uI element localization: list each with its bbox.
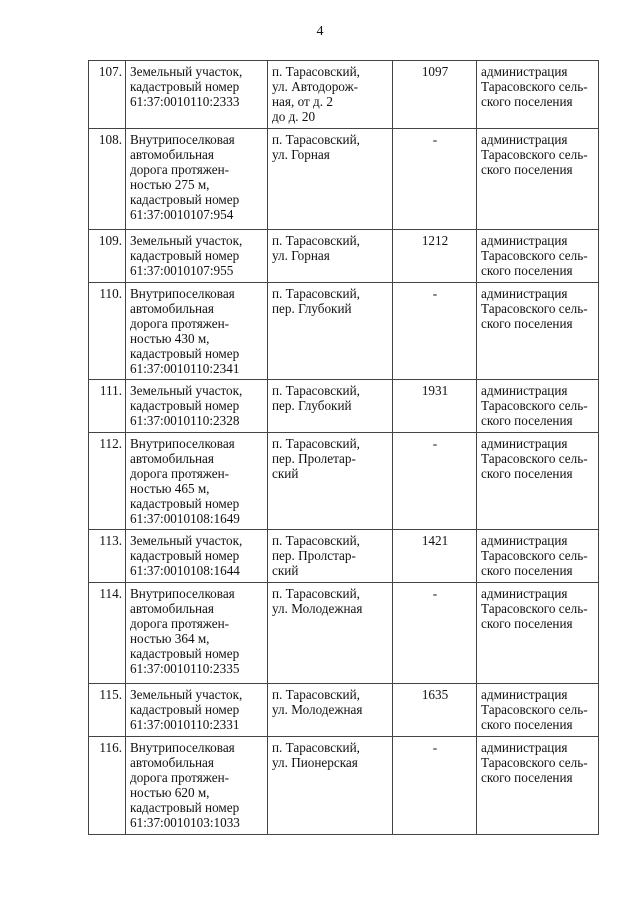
- rights-holder: администрация Тарасовского сель- ского поселения: [477, 433, 599, 530]
- rights-holder: администрация Тарасовского сель- ского поселения: [477, 530, 599, 583]
- object-area: 1931: [393, 380, 477, 433]
- table-row: [89, 129, 599, 230]
- object-area: 1212: [393, 230, 477, 283]
- object-area: 1635: [393, 684, 477, 737]
- object-area: -: [393, 283, 477, 380]
- property-table: [88, 60, 599, 835]
- rights-holder: администрация Тарасовского сель- ского поселения: [477, 684, 599, 737]
- object-area: 1097: [393, 61, 477, 129]
- table-row: [89, 380, 599, 433]
- row-number: 107.: [89, 61, 126, 129]
- rights-holder: администрация Тарасовского сель- ского поселения: [477, 380, 599, 433]
- object-address: п. Тарасовский, ул. Горная: [268, 129, 393, 230]
- table-row: [89, 230, 599, 283]
- rights-holder: администрация Тарасовского сель- ского поселения: [477, 737, 599, 835]
- page-number: 4: [316, 24, 324, 39]
- object-description: Внутрипоселковая автомобильная дорога протяжен- ностью 620 м, кадастровый номер 61:37:0010103:1033: [126, 737, 268, 835]
- object-description: Земельный участок, кадастровый номер 61:37:0010108:1644: [126, 530, 268, 583]
- object-description: Земельный участок, кадастровый номер 61:37:0010110:2328: [126, 380, 268, 433]
- table-row: [89, 433, 599, 530]
- object-area: -: [393, 129, 477, 230]
- object-description: Внутрипоселковая автомобильная дорога протяжен- ностью 465 м, кадастровый номер 61:37:0010108:1649: [126, 433, 268, 530]
- object-description: Земельный участок, кадастровый номер 61:37:0010110:2331: [126, 684, 268, 737]
- row-number: 116.: [89, 737, 126, 835]
- object-address: п. Тарасовский, пер. Глубокий: [268, 283, 393, 380]
- table-row: [89, 61, 599, 129]
- table-row: [89, 737, 599, 835]
- row-number: 111.: [89, 380, 126, 433]
- row-number: 110.: [89, 283, 126, 380]
- object-address: п. Тарасовский, пер. Глубокий: [268, 380, 393, 433]
- row-number: 115.: [89, 684, 126, 737]
- row-number: 112.: [89, 433, 126, 530]
- rights-holder: администрация Тарасовского сель- ского поселения: [477, 230, 599, 283]
- object-address: п. Тарасовский, пер. Пролетар- ский: [268, 433, 393, 530]
- table-row: [89, 530, 599, 583]
- object-address: п. Тарасовский, пер. Пролстар- ский: [268, 530, 393, 583]
- object-area: -: [393, 737, 477, 835]
- object-area: 1421: [393, 530, 477, 583]
- table-row: [89, 684, 599, 737]
- rights-holder: администрация Тарасовского сель- ского поселения: [477, 583, 599, 684]
- row-number: 108.: [89, 129, 126, 230]
- object-description: Внутрипоселковая автомобильная дорога протяжен- ностью 275 м, кадастровый номер 61:37:0010107:954: [126, 129, 268, 230]
- object-area: -: [393, 433, 477, 530]
- object-description: Внутрипоселковая автомобильная дорога протяжен- ностью 430 м, кадастровый номер 61:37:0010110:2341: [126, 283, 268, 380]
- object-description: Земельный участок, кадастровый номер 61:37:0010110:2333: [126, 61, 268, 129]
- rights-holder: администрация Тарасовского сель- ского поселения: [477, 283, 599, 380]
- object-description: Внутрипоселковая автомобильная дорога протяжен- ностью 364 м, кадастровый номер 61:37:0010110:2335: [126, 583, 268, 684]
- row-number: 113.: [89, 530, 126, 583]
- table-row: [89, 583, 599, 684]
- rights-holder: администрация Тарасовского сель- ского поселения: [477, 129, 599, 230]
- table-row: [89, 283, 599, 380]
- object-address: п. Тарасовский, ул. Молодежная: [268, 583, 393, 684]
- row-number: 114.: [89, 583, 126, 684]
- row-number: 109.: [89, 230, 126, 283]
- object-address: п. Тарасовский, ул. Молодежная: [268, 684, 393, 737]
- object-address: п. Тарасовский, ул. Горная: [268, 230, 393, 283]
- object-area: -: [393, 583, 477, 684]
- object-description: Земельный участок, кадастровый номер 61:37:0010107:955: [126, 230, 268, 283]
- object-address: п. Тарасовский, ул. Пионерская: [268, 737, 393, 835]
- object-address: п. Тарасовский, ул. Автодорож- ная, от д. 2 до д. 20: [268, 61, 393, 129]
- rights-holder: администрация Тарасовского сель- ского поселения: [477, 61, 599, 129]
